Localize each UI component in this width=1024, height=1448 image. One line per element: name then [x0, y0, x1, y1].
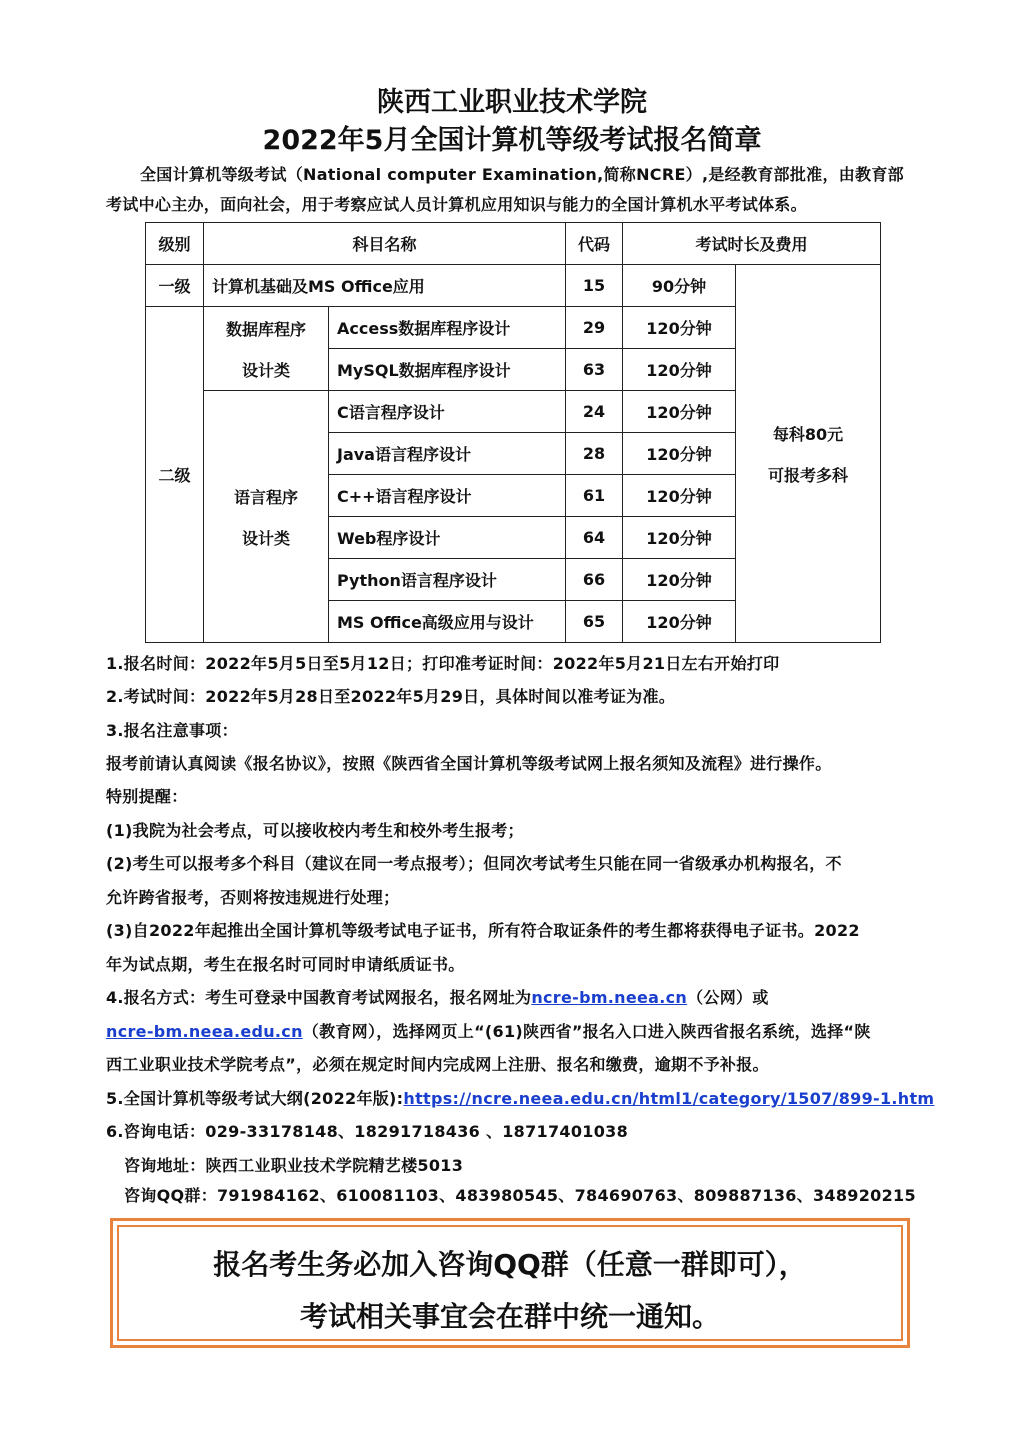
level-cell: 一级 [146, 265, 204, 307]
reminder-1: (1)我院为社会考点，可以接收校内考生和校外考生报考； [106, 821, 524, 840]
table-header-row [146, 223, 881, 265]
intro-line-1: 全国计算机等级考试（National computer Examination,简称NCRE）,是经教育部批准，由教育部 [140, 165, 904, 184]
reminder-2b: 允许跨省报考，否则将按违规进行处理； [106, 888, 400, 907]
code-cell: 65 [566, 601, 623, 643]
page-subtitle: 2022年5月全国计算机等级考试报名简章 [262, 125, 762, 156]
notice-box [110, 1218, 910, 1348]
note-4-line-2: ncre-bm.neea.edu.cn（教育网），选择网页上“(61)陕西省”报名入口进入陕西省报名系统，选择“陕 [106, 1022, 871, 1041]
syllabus-link[interactable]: https://ncre.neea.edu.cn/html1/category/1507/899-1.htm [403, 1089, 935, 1108]
subject-cell: Java语言程序设计 [329, 433, 566, 475]
note-6-phone: 6.咨询电话：029-33178148、18291718436 、18717401038 [106, 1122, 629, 1141]
note-5: 5.全国计算机等级考试大纲(2022年版):https://ncre.neea.edu.cn/html1/category/1507/899-1.htm [106, 1089, 935, 1108]
header-duration-fee: 考试时长及费用 [623, 223, 881, 265]
time-cell: 120分钟 [623, 391, 736, 433]
subject-cell: C++语言程序设计 [329, 475, 566, 517]
code-cell: 24 [566, 391, 623, 433]
intro-line-2: 考试中心主办，面向社会，用于考察应试人员计算机应用知识与能力的全国计算机水平考试体系。 [106, 195, 807, 214]
code-cell: 28 [566, 433, 623, 475]
code-cell: 63 [566, 349, 623, 391]
fee-cell: 每科80元 可报考多科 [736, 265, 881, 643]
subject-cell: MS Office高级应用与设计 [329, 601, 566, 643]
level-cell: 二级 [146, 307, 204, 643]
notice-line-2: 考试相关事宜会在群中统一通知。 [299, 1300, 720, 1333]
code-cell: 66 [566, 559, 623, 601]
note-3-reminder: 特别提醒： [106, 787, 188, 806]
notice-line-1: 报名考生务必加入咨询QQ群（任意一群即可）， [213, 1248, 807, 1281]
time-cell: 90分钟 [623, 265, 736, 307]
header-code: 代码 [566, 223, 623, 265]
time-cell: 120分钟 [623, 349, 736, 391]
subject-cell: Access数据库程序设计 [329, 307, 566, 349]
subject-cell: Python语言程序设计 [329, 559, 566, 601]
subject-table [145, 222, 881, 643]
reminder-2a: (2)考生可以报考多个科目（建议在同一考点报考）；但同次考试考生只能在同一省级承办机构报名，不 [106, 854, 842, 873]
note-4-line-3: 西工业职业技术学院考点”，必须在规定时间内完成网上注册、报名和缴费，逾期不予补报。 [106, 1055, 769, 1074]
code-cell: 15 [566, 265, 623, 307]
time-cell: 120分钟 [623, 517, 736, 559]
time-cell: 120分钟 [623, 475, 736, 517]
reminder-3b: 年为试点期，考生在报名时可同时申请纸质证书。 [106, 955, 465, 974]
page-title: 陕西工业职业技术学院 [377, 87, 647, 118]
category-cell: 数据库程序 设计类 [204, 307, 329, 391]
category-cell: 语言程序 设计类 [204, 391, 329, 643]
header-subject: 科目名称 [204, 223, 566, 265]
code-cell: 61 [566, 475, 623, 517]
note-3-detail: 报考前请认真阅读《报名协议》，按照《陕西省全国计算机等级考试网上报名须知及流程》进行操作。 [106, 754, 832, 773]
note-2: 2.考试时间：2022年5月28日至2022年5月29日，具体时间以准考证为准。 [106, 687, 676, 706]
subject-cell: MySQL数据库程序设计 [329, 349, 566, 391]
subject-cell: Web程序设计 [329, 517, 566, 559]
header-level: 级别 [146, 223, 204, 265]
subject-cell: C语言程序设计 [329, 391, 566, 433]
reminder-3a: (3)自2022年起推出全国计算机等级考试电子证书，所有符合取证条件的考生都将获得电子证书。2022 [106, 921, 860, 940]
code-cell: 64 [566, 517, 623, 559]
time-cell: 120分钟 [623, 601, 736, 643]
time-cell: 120分钟 [623, 307, 736, 349]
code-cell: 29 [566, 307, 623, 349]
note-4: 4.报名方式：考生可登录中国教育考试网报名，报名网址为ncre-bm.neea.cn（公网）或 [106, 988, 769, 1007]
subject-cell: 计算机基础及MS Office应用 [204, 265, 566, 307]
time-cell: 120分钟 [623, 559, 736, 601]
consult-qq-groups: 咨询QQ群：791984162、610081103、483980545、784690763、809887136、348920215 [124, 1186, 916, 1205]
note-1: 1.报名时间：2022年5月5日至5月12日；打印准考证时间：2022年5月21日左右开始打印 [106, 654, 780, 673]
consult-address: 咨询地址：陕西工业职业技术学院精艺楼5013 [124, 1156, 464, 1175]
link-ncre-bm-neea-cn[interactable]: ncre-bm.neea.cn [531, 988, 688, 1007]
table-row [146, 265, 881, 307]
link-ncre-bm-neea-edu-cn[interactable]: ncre-bm.neea.edu.cn [106, 1022, 303, 1041]
time-cell: 120分钟 [623, 433, 736, 475]
note-3: 3.报名注意事项： [106, 721, 238, 740]
